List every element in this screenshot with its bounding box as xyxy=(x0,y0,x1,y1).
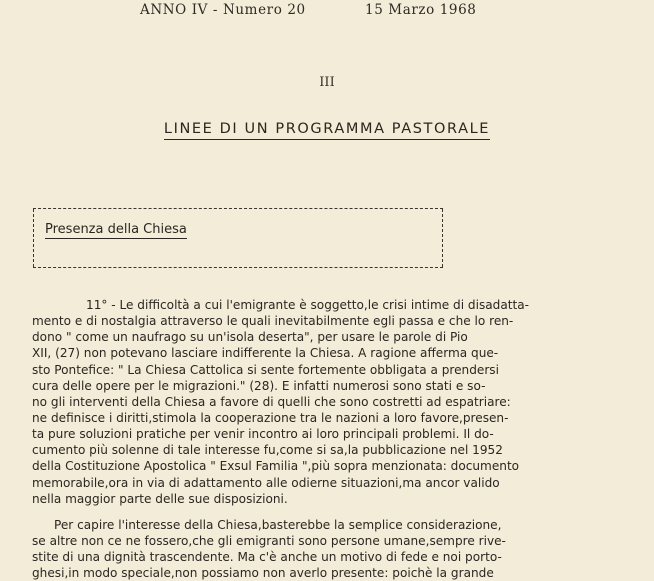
page-title-text: LINEE DI UN PROGRAMMA PASTORALE xyxy=(164,121,490,140)
text-line: mento e di nostalgia attraverso le quali inevitabilmente egli passa e che lo ren- xyxy=(32,314,514,329)
text-line: cura delle opere per le migrazioni." (28). E infatti numerosi sono stati e so- xyxy=(32,378,486,393)
text-line: ghesi,in modo speciale,non possiamo non averlo presente: poichè la grande xyxy=(32,566,494,581)
paragraph-1 xyxy=(32,297,628,507)
issue-date: 15 Marzo 1968 xyxy=(365,2,477,18)
text-line: memorabile,ora in via di adattamento alle odierne situazioni,ma ancor valido xyxy=(32,475,500,490)
section-number: III xyxy=(319,75,335,90)
text-line: no gli interventi della Chiesa a favore di quelli che sono costretti ad espatriare: xyxy=(32,394,511,409)
text-line: Per capire l'interesse della Chiesa,basterebbe la semplice considerazione, xyxy=(54,517,502,532)
text-line: ta pure soluzioni pratiche per venir incontro ai loro principali problemi. Il do- xyxy=(32,427,494,442)
body-text xyxy=(32,297,628,581)
page-header xyxy=(140,0,560,22)
box-right-border xyxy=(442,209,443,267)
text-line: 11° - Le difficoltà a cui l'emigrante è soggetto,le crisi intime di disadatta- xyxy=(86,298,530,312)
paragraph-2 xyxy=(32,517,628,581)
text-line: dono " come un naufrago su un'isola deserta", per usare le parole di Pio xyxy=(32,330,468,345)
issue-number: ANNO IV - Numero 20 xyxy=(140,2,306,18)
text-line: XII, (27) non potevano lasciare indifferente la Chiesa. A ragione afferma que- xyxy=(32,346,499,361)
boxed-heading xyxy=(45,222,187,237)
page-title xyxy=(0,121,654,137)
boxed-heading-text: Presenza della Chiesa xyxy=(45,222,187,237)
text-line: cumento più solenne di tale interesse fu,come si sa,la pubblicazione nel 1952 xyxy=(32,443,503,458)
box-left-border xyxy=(33,209,34,267)
text-line: se altre non ce ne fossero,che gli emigranti sono persone umane,sempre rive- xyxy=(32,533,506,548)
heading-box xyxy=(33,208,443,268)
text-line: stite di una dignità trascendente. Ma c'è anche un motivo di fede e noi porto- xyxy=(32,550,502,565)
text-line: sto Pontefice: " La Chiesa Cattolica si sente fortemente obbligata a prendersi xyxy=(32,362,499,377)
text-line: ne definisce i diritti,stimola la cooperazione tra le nazioni a loro favore,presen- xyxy=(32,410,509,425)
text-line: della Costituzione Apostolica " Exsul Familia ",più sopra menzionata: documento xyxy=(32,459,520,474)
text-line: nella maggior parte delle sue disposizioni. xyxy=(32,491,288,506)
